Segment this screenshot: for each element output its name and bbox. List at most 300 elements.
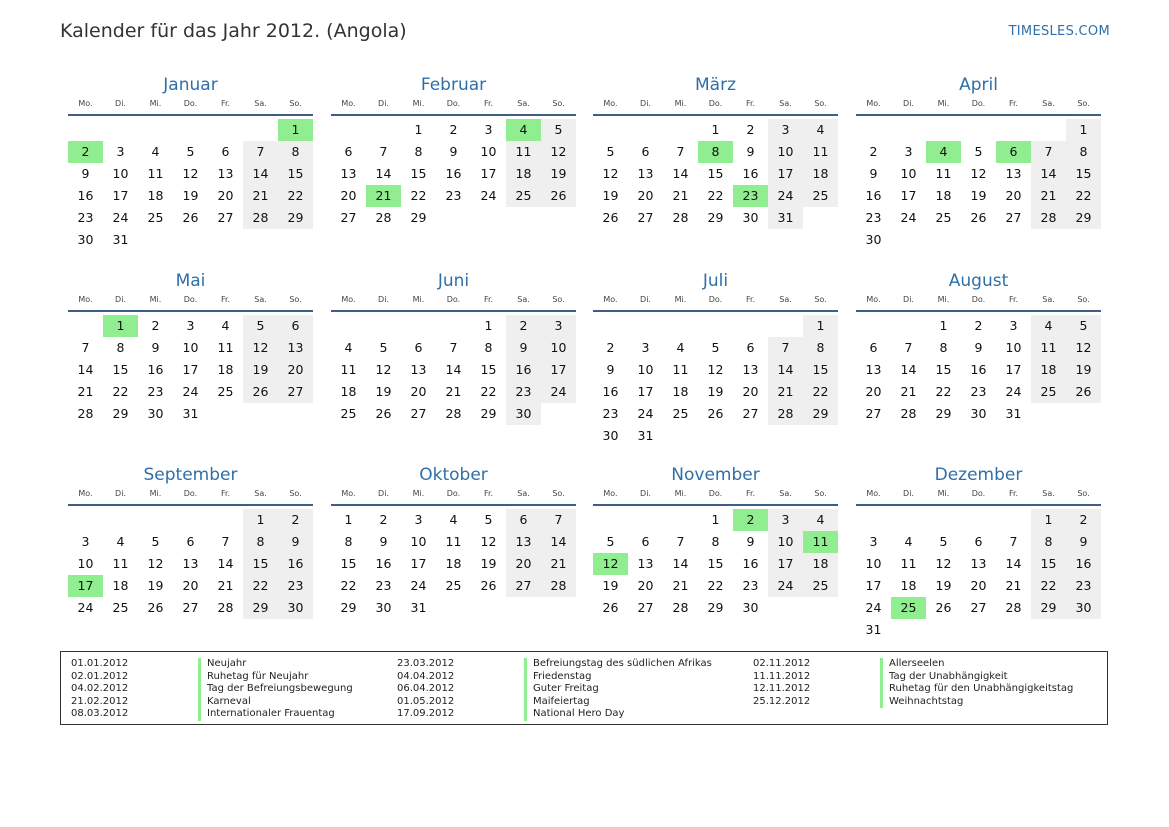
day-cell: 22 <box>803 381 838 403</box>
day-cell: 18 <box>803 553 838 575</box>
month-märz <box>593 75 838 229</box>
day-cell: 16 <box>375 556 392 571</box>
weekday-label: Sa. <box>254 295 267 304</box>
day-cell: 27 <box>340 210 357 225</box>
weekday-label: Di. <box>115 99 126 108</box>
month-title: Februar <box>420 75 487 95</box>
day-cell: 30 <box>742 600 759 615</box>
weekday-label: Mi. <box>674 489 687 498</box>
empty-cell <box>733 315 768 337</box>
day-cell: 13 <box>637 556 654 571</box>
empty-cell <box>331 315 366 337</box>
day-cell: 6 <box>221 144 230 159</box>
holiday-cell: 23 <box>733 185 768 207</box>
weekday-label: Do. <box>446 99 461 108</box>
day-grid <box>68 315 313 425</box>
day-cell: 13 <box>742 362 759 377</box>
day-cell: 15 <box>707 556 724 571</box>
month-november <box>593 465 838 619</box>
weekday-label: Fr. <box>1008 489 1019 498</box>
weekday-label: Fr. <box>483 295 494 304</box>
holiday-cell: 8 <box>698 141 733 163</box>
empty-cell <box>593 315 628 337</box>
month-title: Dezember <box>934 465 1023 485</box>
day-cell: 23 <box>506 381 541 403</box>
empty-cell <box>628 509 663 531</box>
day-cell: 1 <box>711 122 720 137</box>
day-cell: 22 <box>410 188 427 203</box>
empty-cell <box>663 119 698 141</box>
day-cell: 24 <box>480 188 497 203</box>
day-cell: 13 <box>865 362 882 377</box>
empty-cell <box>926 509 961 531</box>
day-cell: 17 <box>865 578 882 593</box>
day-cell: 30 <box>742 210 759 225</box>
day-cell: 28 <box>672 210 689 225</box>
day-cell: 15 <box>1031 553 1066 575</box>
day-cell: 23 <box>375 578 392 593</box>
day-cell: 2 <box>278 509 313 531</box>
weekday-label: So. <box>552 489 565 498</box>
holiday-name: Befreiungstag des südlichen Afrikas <box>524 658 712 671</box>
day-cell: 8 <box>414 144 423 159</box>
holiday-date: 25.12.2012 <box>753 695 811 707</box>
day-cell: 25 <box>803 575 838 597</box>
day-cell: 30 <box>602 428 619 443</box>
weekday-label: Mo. <box>866 295 881 304</box>
empty-cell <box>1031 119 1066 141</box>
day-cell: 30 <box>77 232 94 247</box>
day-cell: 10 <box>77 556 94 571</box>
day-cell: 27 <box>410 406 427 421</box>
weekday-header <box>331 488 576 506</box>
holiday-date: 02.11.2012 <box>753 658 811 669</box>
day-cell: 25 <box>1031 381 1066 403</box>
weekday-label: Mo. <box>341 99 356 108</box>
day-cell: 13 <box>340 166 357 181</box>
day-cell: 6 <box>344 144 353 159</box>
day-grid <box>331 509 576 619</box>
holiday-cell: 12 <box>593 553 628 575</box>
weekday-label: Mi. <box>412 295 425 304</box>
weekday-header <box>331 294 576 312</box>
weekday-label: Fr. <box>1008 99 1019 108</box>
day-cell: 8 <box>278 141 313 163</box>
holiday-cell: 11 <box>803 531 838 553</box>
weekday-label: Do. <box>446 489 461 498</box>
month-title: Oktober <box>419 465 488 485</box>
weekday-label: Do. <box>971 99 986 108</box>
day-cell: 19 <box>602 578 619 593</box>
month-title: März <box>695 75 736 95</box>
day-cell: 31 <box>1005 406 1022 421</box>
day-cell: 3 <box>768 119 803 141</box>
day-cell: 23 <box>445 188 462 203</box>
weekday-label: So. <box>1077 99 1090 108</box>
day-cell: 10 <box>541 337 576 359</box>
day-cell: 19 <box>602 188 619 203</box>
day-cell: 20 <box>1005 188 1022 203</box>
holiday-date: 01.05.2012 <box>397 695 455 707</box>
day-cell: 27 <box>217 210 234 225</box>
weekday-label: Sa. <box>517 295 530 304</box>
weekday-label: Fr. <box>483 99 494 108</box>
day-cell: 31 <box>410 600 427 615</box>
day-cell: 11 <box>1031 337 1066 359</box>
empty-cell <box>68 315 103 337</box>
day-cell: 1 <box>484 318 493 333</box>
day-cell: 26 <box>602 600 619 615</box>
weekday-label: Mo. <box>866 489 881 498</box>
weekday-label: Mo. <box>603 489 618 498</box>
holiday-date: 04.02.2012 <box>71 683 129 694</box>
weekday-label: Mo. <box>866 99 881 108</box>
day-cell: 20 <box>865 384 882 399</box>
day-grid <box>593 315 838 447</box>
day-cell: 21 <box>243 185 278 207</box>
day-cell: 5 <box>974 144 983 159</box>
day-cell: 4 <box>1031 315 1066 337</box>
day-cell: 24 <box>112 210 129 225</box>
weekday-label: So. <box>814 295 827 304</box>
day-cell: 13 <box>182 556 199 571</box>
weekday-label: Do. <box>183 295 198 304</box>
day-cell: 17 <box>900 188 917 203</box>
day-cell: 31 <box>768 207 803 229</box>
day-cell: 20 <box>637 578 654 593</box>
weekday-label: Sa. <box>517 99 530 108</box>
day-cell: 3 <box>768 509 803 531</box>
day-cell: 15 <box>480 362 497 377</box>
day-cell: 7 <box>904 340 913 355</box>
day-cell: 15 <box>1066 163 1101 185</box>
day-cell: 4 <box>151 144 160 159</box>
holiday-date: 04.04.2012 <box>397 670 455 682</box>
empty-cell <box>208 119 243 141</box>
day-cell: 18 <box>803 163 838 185</box>
day-cell: 5 <box>243 315 278 337</box>
day-cell: 7 <box>449 340 458 355</box>
day-cell: 13 <box>637 166 654 181</box>
weekday-label: Di. <box>640 489 651 498</box>
day-cell: 16 <box>147 362 164 377</box>
day-cell: 22 <box>707 578 724 593</box>
day-cell: 8 <box>1031 531 1066 553</box>
day-cell: 11 <box>445 534 462 549</box>
empty-cell <box>138 509 173 531</box>
weekday-header <box>856 488 1101 506</box>
weekday-label: Mi. <box>149 295 162 304</box>
day-cell: 26 <box>243 381 278 403</box>
day-cell: 20 <box>506 553 541 575</box>
day-cell: 20 <box>340 188 357 203</box>
day-cell: 27 <box>637 600 654 615</box>
month-mai <box>68 271 313 425</box>
holiday-cell: 4 <box>506 119 541 141</box>
day-cell: 3 <box>116 144 125 159</box>
day-cell: 3 <box>869 534 878 549</box>
day-cell: 24 <box>410 578 427 593</box>
empty-cell <box>698 315 733 337</box>
day-cell: 6 <box>641 144 650 159</box>
day-cell: 1 <box>1066 119 1101 141</box>
day-cell: 16 <box>602 384 619 399</box>
brand-link[interactable]: TIMESLES.COM <box>1008 24 1110 39</box>
weekday-label: Mo. <box>603 295 618 304</box>
page-title: Kalender für das Jahr 2012. (Angola) <box>60 20 407 42</box>
weekday-label: Mo. <box>603 99 618 108</box>
empty-cell <box>856 509 891 531</box>
month-juli <box>593 271 838 447</box>
day-cell: 5 <box>379 340 388 355</box>
month-april <box>856 75 1101 251</box>
day-cell: 9 <box>746 534 755 549</box>
weekday-label: Do. <box>183 99 198 108</box>
day-cell: 25 <box>506 185 541 207</box>
day-cell: 24 <box>768 575 803 597</box>
holiday-date: 06.04.2012 <box>397 683 455 694</box>
weekday-label: So. <box>289 99 302 108</box>
weekday-label: Mi. <box>674 99 687 108</box>
day-cell: 5 <box>606 534 615 549</box>
day-cell: 2 <box>449 122 458 137</box>
day-cell: 11 <box>900 556 917 571</box>
day-cell: 25 <box>672 406 689 421</box>
day-cell: 18 <box>506 163 541 185</box>
holiday-name: Guter Freitag <box>524 683 599 696</box>
day-cell: 18 <box>900 578 917 593</box>
day-cell: 19 <box>147 578 164 593</box>
day-cell: 15 <box>112 362 129 377</box>
day-cell: 11 <box>147 166 164 181</box>
day-cell: 3 <box>484 122 493 137</box>
day-cell: 20 <box>278 359 313 381</box>
weekday-label: So. <box>814 99 827 108</box>
day-cell: 22 <box>1066 185 1101 207</box>
holiday-cell: 4 <box>926 141 961 163</box>
holiday-name: Neujahr <box>198 658 246 671</box>
holiday-name: Friedenstag <box>524 671 592 684</box>
day-cell: 9 <box>379 534 388 549</box>
weekday-label: Fr. <box>745 295 756 304</box>
month-september <box>68 465 313 619</box>
day-cell: 2 <box>746 122 755 137</box>
day-cell: 14 <box>768 359 803 381</box>
day-cell: 11 <box>506 141 541 163</box>
day-cell: 21 <box>77 384 94 399</box>
empty-cell <box>856 315 891 337</box>
empty-cell <box>996 509 1031 531</box>
day-cell: 24 <box>900 210 917 225</box>
holiday-name: Tag der Befreiungsbewegung <box>198 683 353 696</box>
day-cell: 9 <box>746 144 755 159</box>
day-cell: 22 <box>707 188 724 203</box>
day-cell: 6 <box>869 340 878 355</box>
holiday-cell: 2 <box>68 141 103 163</box>
day-cell: 6 <box>974 534 983 549</box>
weekday-label: Sa. <box>1042 489 1055 498</box>
day-cell: 12 <box>182 166 199 181</box>
month-august <box>856 271 1101 425</box>
empty-cell <box>436 315 471 337</box>
day-cell: 24 <box>182 384 199 399</box>
day-cell: 28 <box>541 575 576 597</box>
holiday-cell: 25 <box>891 597 926 619</box>
day-cell: 19 <box>480 556 497 571</box>
weekday-label: Mo. <box>341 489 356 498</box>
day-cell: 28 <box>1031 207 1066 229</box>
day-cell: 16 <box>970 362 987 377</box>
weekday-label: Mi. <box>937 99 950 108</box>
day-cell: 25 <box>803 185 838 207</box>
weekday-label: Do. <box>183 489 198 498</box>
day-cell: 28 <box>445 406 462 421</box>
day-cell: 18 <box>935 188 952 203</box>
holiday-name: Ruhetag für Neujahr <box>198 671 308 684</box>
month-title: Mai <box>175 271 206 291</box>
day-cell: 23 <box>865 210 882 225</box>
day-cell: 7 <box>676 534 685 549</box>
day-cell: 5 <box>151 534 160 549</box>
day-cell: 30 <box>970 406 987 421</box>
day-cell: 4 <box>449 512 458 527</box>
weekday-label: Di. <box>903 99 914 108</box>
day-cell: 10 <box>480 144 497 159</box>
day-cell: 7 <box>221 534 230 549</box>
month-dezember <box>856 465 1101 641</box>
day-cell: 9 <box>974 340 983 355</box>
day-cell: 10 <box>865 556 882 571</box>
day-cell: 11 <box>217 340 234 355</box>
day-cell: 14 <box>217 556 234 571</box>
weekday-label: Mi. <box>412 99 425 108</box>
day-cell: 8 <box>344 534 353 549</box>
day-cell: 3 <box>414 512 423 527</box>
day-cell: 5 <box>606 144 615 159</box>
empty-cell <box>628 119 663 141</box>
day-cell: 9 <box>151 340 160 355</box>
day-cell: 3 <box>641 340 650 355</box>
day-cell: 12 <box>147 556 164 571</box>
holiday-date: 12.11.2012 <box>753 683 811 694</box>
empty-cell <box>173 509 208 531</box>
day-cell: 6 <box>746 340 755 355</box>
day-cell: 10 <box>637 362 654 377</box>
day-cell: 21 <box>900 384 917 399</box>
day-cell: 21 <box>672 578 689 593</box>
empty-cell <box>68 509 103 531</box>
weekday-label: So. <box>552 99 565 108</box>
weekday-label: Fr. <box>220 295 231 304</box>
weekday-label: Fr. <box>483 489 494 498</box>
day-cell: 13 <box>1005 166 1022 181</box>
day-cell: 8 <box>1066 141 1101 163</box>
day-cell: 5 <box>711 340 720 355</box>
holiday-name: Maifeiertag <box>524 696 590 709</box>
day-cell: 11 <box>672 362 689 377</box>
weekday-label: Sa. <box>254 489 267 498</box>
day-cell: 17 <box>410 556 427 571</box>
day-cell: 6 <box>278 315 313 337</box>
day-cell: 22 <box>243 575 278 597</box>
day-cell: 1 <box>803 315 838 337</box>
empty-cell <box>926 119 961 141</box>
day-cell: 8 <box>484 340 493 355</box>
day-cell: 27 <box>506 575 541 597</box>
day-cell: 3 <box>541 315 576 337</box>
day-cell: 22 <box>1031 575 1066 597</box>
day-cell: 25 <box>445 578 462 593</box>
day-cell: 8 <box>116 340 125 355</box>
day-cell: 18 <box>147 188 164 203</box>
weekday-label: Do. <box>446 295 461 304</box>
holiday-cell: 1 <box>103 315 138 337</box>
day-cell: 28 <box>375 210 392 225</box>
day-cell: 19 <box>707 384 724 399</box>
day-cell: 9 <box>81 166 90 181</box>
day-cell: 29 <box>707 600 724 615</box>
day-cell: 6 <box>414 340 423 355</box>
day-cell: 16 <box>865 188 882 203</box>
holiday-date: 17.09.2012 <box>397 708 455 719</box>
weekday-label: Mi. <box>937 295 950 304</box>
day-cell: 1 <box>939 318 948 333</box>
day-cell: 7 <box>243 141 278 163</box>
day-grid <box>331 315 576 425</box>
day-cell: 17 <box>182 362 199 377</box>
weekday-header <box>68 294 313 312</box>
day-cell: 29 <box>112 406 129 421</box>
day-cell: 1 <box>243 509 278 531</box>
day-cell: 10 <box>1005 340 1022 355</box>
empty-cell <box>138 119 173 141</box>
day-cell: 28 <box>768 403 803 425</box>
day-cell: 23 <box>1066 575 1101 597</box>
day-cell: 16 <box>742 166 759 181</box>
day-cell: 7 <box>1031 141 1066 163</box>
day-cell: 18 <box>1031 359 1066 381</box>
day-cell: 14 <box>900 362 917 377</box>
day-cell: 22 <box>340 578 357 593</box>
day-cell: 10 <box>112 166 129 181</box>
day-cell: 6 <box>506 509 541 531</box>
day-cell: 7 <box>676 144 685 159</box>
day-cell: 30 <box>147 406 164 421</box>
day-cell: 28 <box>1005 600 1022 615</box>
weekday-label: Do. <box>971 489 986 498</box>
day-cell: 10 <box>768 141 803 163</box>
day-cell: 23 <box>742 578 759 593</box>
month-januar <box>68 75 313 251</box>
day-cell: 2 <box>506 315 541 337</box>
holiday-date: 11.11.2012 <box>753 670 811 682</box>
day-cell: 22 <box>480 384 497 399</box>
holiday-cell: 2 <box>733 509 768 531</box>
day-cell: 5 <box>484 512 493 527</box>
empty-cell <box>628 315 663 337</box>
month-title: September <box>143 465 238 485</box>
empty-cell <box>891 509 926 531</box>
day-cell: 18 <box>445 556 462 571</box>
weekday-label: Sa. <box>779 99 792 108</box>
day-cell: 25 <box>147 210 164 225</box>
day-cell: 5 <box>1066 315 1101 337</box>
day-cell: 29 <box>480 406 497 421</box>
holiday-date: 01.01.2012 <box>71 658 129 669</box>
day-cell: 23 <box>278 575 313 597</box>
day-cell: 25 <box>935 210 952 225</box>
day-cell: 26 <box>935 600 952 615</box>
